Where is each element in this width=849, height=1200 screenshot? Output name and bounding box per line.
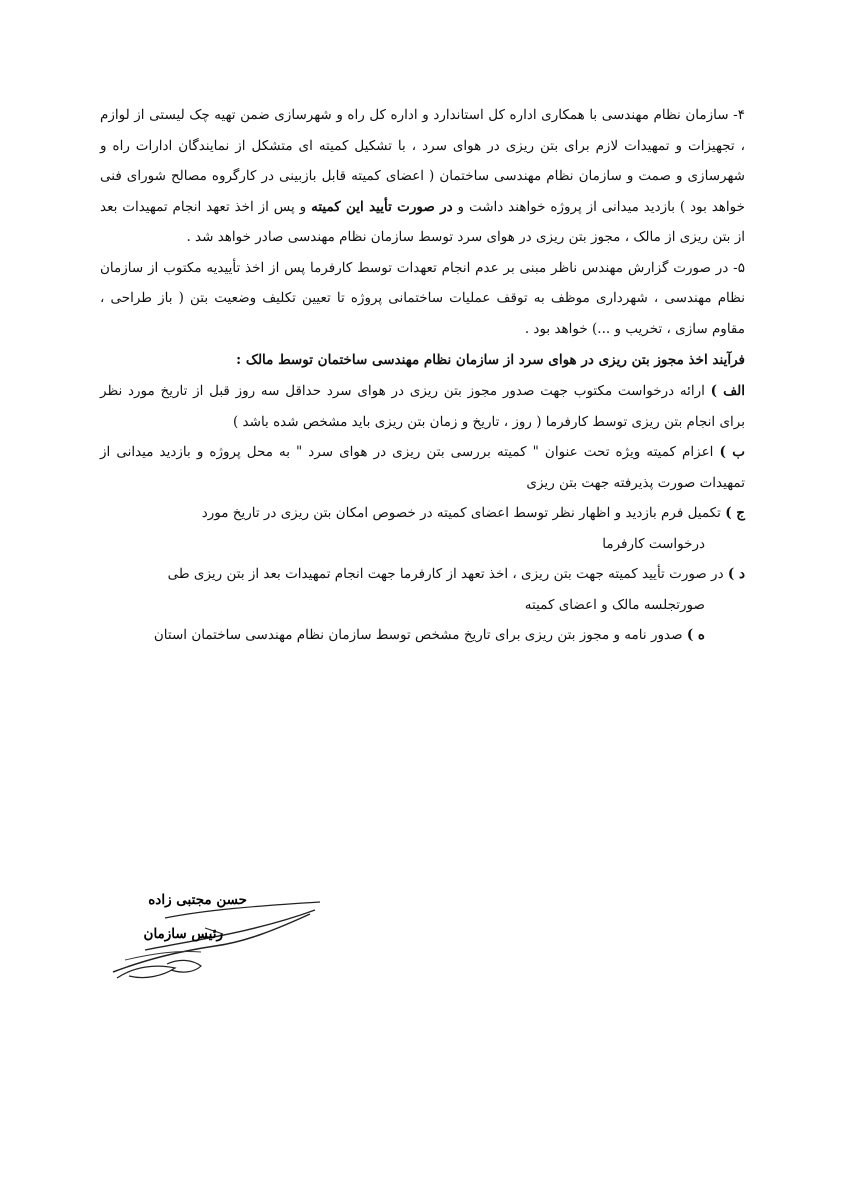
list-item-key: ه ): [686, 627, 705, 643]
document-body: [100, 100, 745, 651]
list-item-key: الف ): [710, 383, 745, 399]
list-item-key: ب ): [719, 444, 746, 460]
list-item-key: د ): [727, 566, 745, 582]
list-item-text: تکمیل فرم بازدید و اظهار نظر توسط اعضای کمیته در خصوص امکان بتن ریزی در تاریخ مورد: [201, 505, 726, 521]
signatory-name: حسن مجتبی زاده: [148, 892, 247, 908]
list-item-he: [100, 620, 745, 651]
list-item-text: در صورت تأیید کمیته جهت بتن ریزی ، اخذ تعهد از کارفرما جهت انجام تمهیدات بعد از بتن ریزی طی: [167, 566, 728, 582]
list-item-text-continuation: صورتجلسه مالک و اعضای کمیته: [524, 596, 705, 613]
paragraph-4-text-end: و پس از اخذ تعهد انجام تمهیدات بعد از بتن ریزی از مالک ، مجوز بتن ریزی در هوای سرد توسط سازمان نظام مهندسی صادر خواهد شد .: [100, 198, 745, 245]
signature-block: [105, 880, 325, 990]
process-heading: فرآیند اخذ مجوز بتن ریزی در هوای سرد از سازمان نظام مهندسی ساختمان توسط مالک :: [236, 352, 745, 368]
list-item-alef: [100, 376, 745, 437]
list-item-dal: [100, 559, 745, 620]
paragraph-5: ۵- در صورت گزارش مهندس ناظر مبنی بر عدم انجام تعهدات توسط کارفرما پس از اخذ تأییدیه مکتوب از سازمان نظام مهندسی ، شهرداری موظف به توقف عملیات ساختمانی پروژه تا تعیین تکلیف وضعیت بتن ( باز طراحی ، مقاوم سازی ، تخریب و ...) خواهد بود .: [100, 259, 745, 337]
paragraph-4-text: ۴- سازمان نظام مهندسی با همکاری اداره کل استاندارد و اداره کل راه و شهرسازی ضمن تهیه چک لیستی از لوازم ، تجهیزات و تمهیدات لازم برای بتن ریزی در هوای سرد ، با تشکیل کمیته ای متشکل از نمایندگان ادارات راه و شهرسازی و صمت و سازمان نظام مهندسی ساختمان ( اعضای کمیته قابل بازبینی در کارگروه مصالح شورای فنی خواهد بود ) بازدید میدانی از پروژه خواهند داشت و: [100, 107, 745, 215]
list-item-text: اعزام کمیته ویژه تحت عنوان " کمیته بررسی بتن ریزی در هوای سرد " به محل پروژه و بازدید میدانی از تمهیدات صورت پذیرفته جهت بتن ریزی: [100, 444, 745, 491]
paragraph-4: [100, 100, 745, 253]
list-item-text: صدور نامه و مجوز بتن ریزی برای تاریخ مشخص توسط سازمان نظام مهندسی ساختمان استان: [153, 627, 687, 643]
list-item-text: ارائه درخواست مکتوب جهت صدور مجوز بتن ریزی در هوای سرد حداقل سه روز قبل از تاریخ مورد نظر برای انجام بتن ریزی توسط کارفرما ( روز ، تاریخ و زمان بتن ریزی باید مشخص شده باشد ): [100, 383, 745, 430]
list-item-key: ج ): [725, 505, 745, 521]
signatory-role: رئیس سازمان: [143, 926, 223, 942]
list-item-be: [100, 437, 745, 498]
list-item-jim: [100, 498, 745, 559]
list-item-text-continuation: درخواست کارفرما: [602, 535, 705, 552]
paragraph-4-bold: در صورت تأیید این کمیته: [311, 198, 453, 215]
